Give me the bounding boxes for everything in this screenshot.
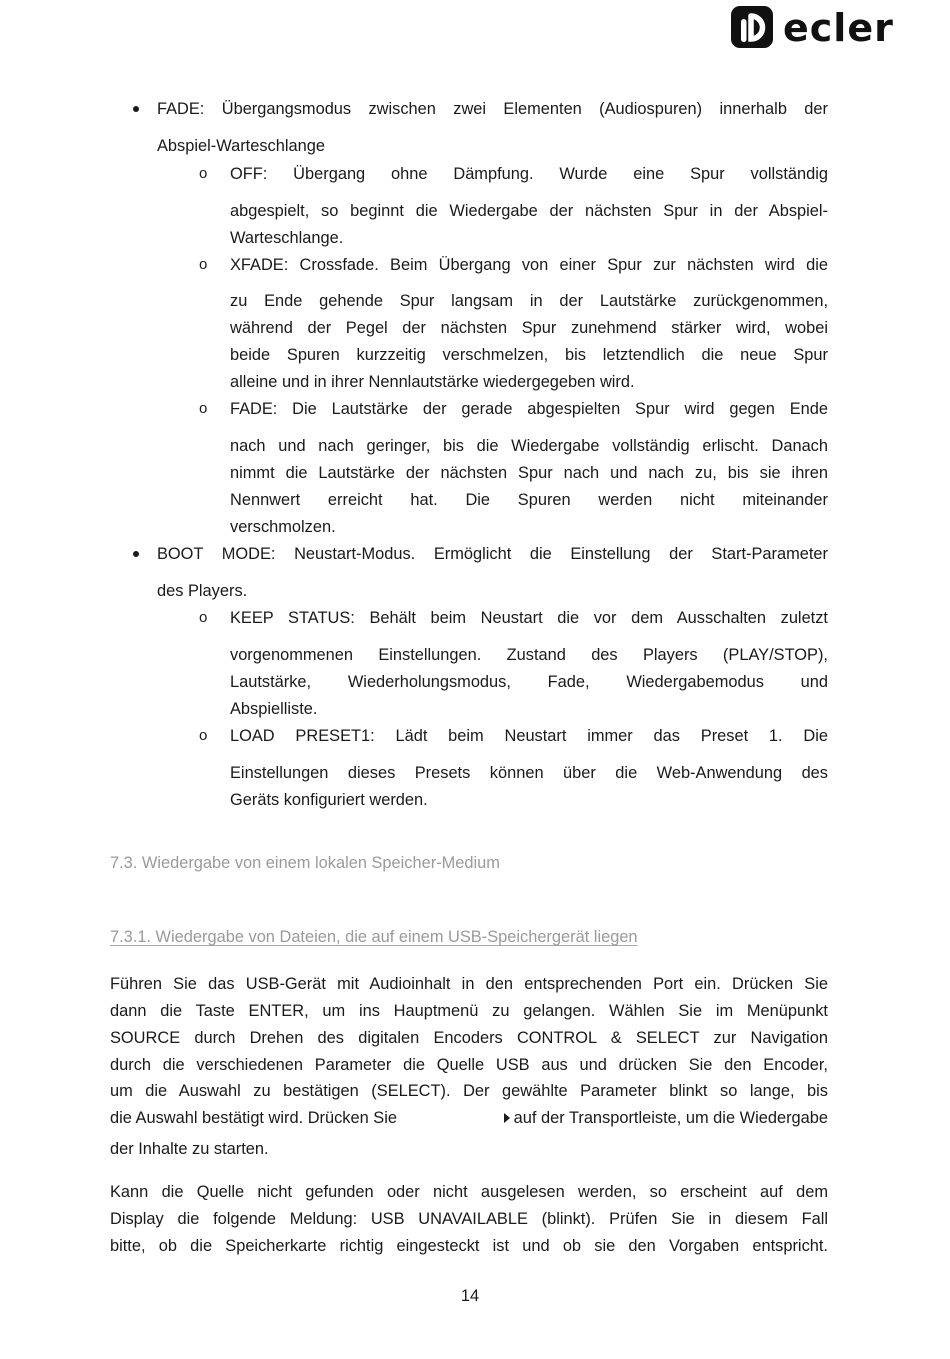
sub-bullet-fade: o bbox=[199, 400, 208, 417]
load-line-2: Einstellungen dieses Presets können über die Web-Anwendung des bbox=[230, 764, 828, 782]
load-line-3: Geräts konfiguriert werden. bbox=[230, 791, 428, 809]
fade2-line-2: nach und nach geringer, bis die Wiedergabe vollständig erlischt. Danach bbox=[230, 437, 828, 455]
para1-line-6-start: die Auswahl bestätigt wird. Drücken Sie bbox=[110, 1109, 397, 1127]
xfade-line-3: während der Pegel der nächsten Spur zunehmend stärker wird, wobei bbox=[230, 319, 828, 337]
sub-bullet-keep-status: o bbox=[199, 609, 208, 626]
para2-line-2: Display die folgende Meldung: USB UNAVAILABLE (blinkt). Prüfen Sie in diesem Fall bbox=[110, 1210, 828, 1228]
keep-line-1: KEEP STATUS: Behält beim Neustart die vor dem Ausschalten zuletzt bbox=[230, 609, 828, 627]
boot-line-1: BOOT MODE: Neustart-Modus. Ermöglicht die Einstellung der Start-Parameter bbox=[157, 545, 828, 563]
boot-line-2: des Players. bbox=[157, 582, 248, 600]
page-number: 14 bbox=[460, 1287, 480, 1305]
para1-line-7: der Inhalte zu starten. bbox=[110, 1140, 269, 1158]
xfade-line-1: XFADE: Crossfade. Beim Übergang von einer Spur zur nächsten wird die bbox=[230, 256, 828, 274]
off-line-2: abgespielt, so beginnt die Wiedergabe der nächsten Spur in der Abspiel- bbox=[230, 202, 828, 220]
fade2-line-4: Nennwert erreicht hat. Die Spuren werden nicht miteinander bbox=[230, 491, 828, 509]
fade2-line-3: nimmt die Lautstärke der nächsten Spur nach und nach zu, bis sie ihren bbox=[230, 464, 828, 482]
para1-line-1: Führen Sie das USB-Gerät mit Audioinhalt in den entsprechenden Port ein. Drücken Sie bbox=[110, 975, 828, 993]
sub-bullet-off: o bbox=[199, 165, 208, 182]
para1-line-2: dann die Taste ENTER, um ins Hauptmenü zu gelangen. Wählen Sie im Menüpunkt bbox=[110, 1002, 828, 1020]
para1-line-4: durch die verschiedenen Parameter die Quelle USB aus und drücken Sie den Encoder, bbox=[110, 1056, 828, 1074]
para2-line-1: Kann die Quelle nicht gefunden oder nicht ausgelesen werden, so erscheint auf dem bbox=[110, 1183, 828, 1201]
para2-line-3: bitte, ob die Speicherkarte richtig eingesteckt ist und ob sie den Vorgaben entspricht. bbox=[110, 1237, 828, 1255]
off-line-3: Warteschlange. bbox=[230, 229, 344, 247]
sub-bullet-xfade: o bbox=[199, 256, 208, 273]
bullet-fade bbox=[133, 106, 139, 112]
fade2-line-1: FADE: Die Lautstärke der gerade abgespielten Spur wird gegen Ende bbox=[230, 400, 828, 418]
bullet-boot-mode bbox=[133, 551, 139, 557]
keep-line-2: vorgenommenen Einstellungen. Zustand des Players (PLAY/STOP), bbox=[230, 646, 828, 664]
fade2-line-5: verschmolzen. bbox=[230, 518, 336, 536]
xfade-line-2: zu Ende gehende Spur langsam in der Lautstärke zurückgenommen, bbox=[230, 292, 828, 310]
keep-line-4: Abspielliste. bbox=[230, 700, 318, 718]
heading-7-3: 7.3. Wiedergabe von einem lokalen Speicher-Medium bbox=[110, 854, 500, 872]
para1-line-5: um die Auswahl zu bestätigen (SELECT). Der gewählte Parameter blinkt so lange, bis bbox=[110, 1082, 828, 1100]
fade-line-1: FADE: Übergangsmodus zwischen zwei Elementen (Audiospuren) innerhalb der bbox=[157, 100, 828, 118]
heading-7-3-1: 7.3.1. Wiedergabe von Dateien, die auf einem USB-Speichergerät liegen bbox=[110, 928, 638, 946]
play-triangle-icon bbox=[504, 1113, 510, 1123]
sub-bullet-load-preset: o bbox=[199, 727, 208, 744]
para1-line-3: SOURCE durch Drehen des digitalen Encoders CONTROL & SELECT zur Navigation bbox=[110, 1029, 828, 1047]
para1-line-6-end: auf der Transportleiste, um die Wiedergabe bbox=[513, 1109, 828, 1127]
fade-line-2: Abspiel-Warteschlange bbox=[157, 137, 325, 155]
para1-line-6 bbox=[110, 1108, 828, 1128]
logo-mark bbox=[731, 6, 773, 48]
keep-line-3: Lautstärke, Wiederholungsmodus, Fade, Wiedergabemodus und bbox=[230, 673, 828, 691]
xfade-line-4: beide Spuren kurzzeitig verschmelzen, bis letztendlich die neue Spur bbox=[230, 346, 828, 364]
off-line-1: OFF: Übergang ohne Dämpfung. Wurde eine Spur vollständig bbox=[230, 165, 828, 183]
ecler-logo bbox=[729, 4, 925, 50]
logo-wordmark: ecler bbox=[783, 6, 894, 50]
load-line-1: LOAD PRESET1: Lädt beim Neustart immer das Preset 1. Die bbox=[230, 727, 828, 745]
xfade-line-5: alleine und in ihrer Nennlautstärke wiedergegeben wird. bbox=[230, 373, 635, 391]
para1-line-6-end-wrap bbox=[494, 1108, 828, 1128]
